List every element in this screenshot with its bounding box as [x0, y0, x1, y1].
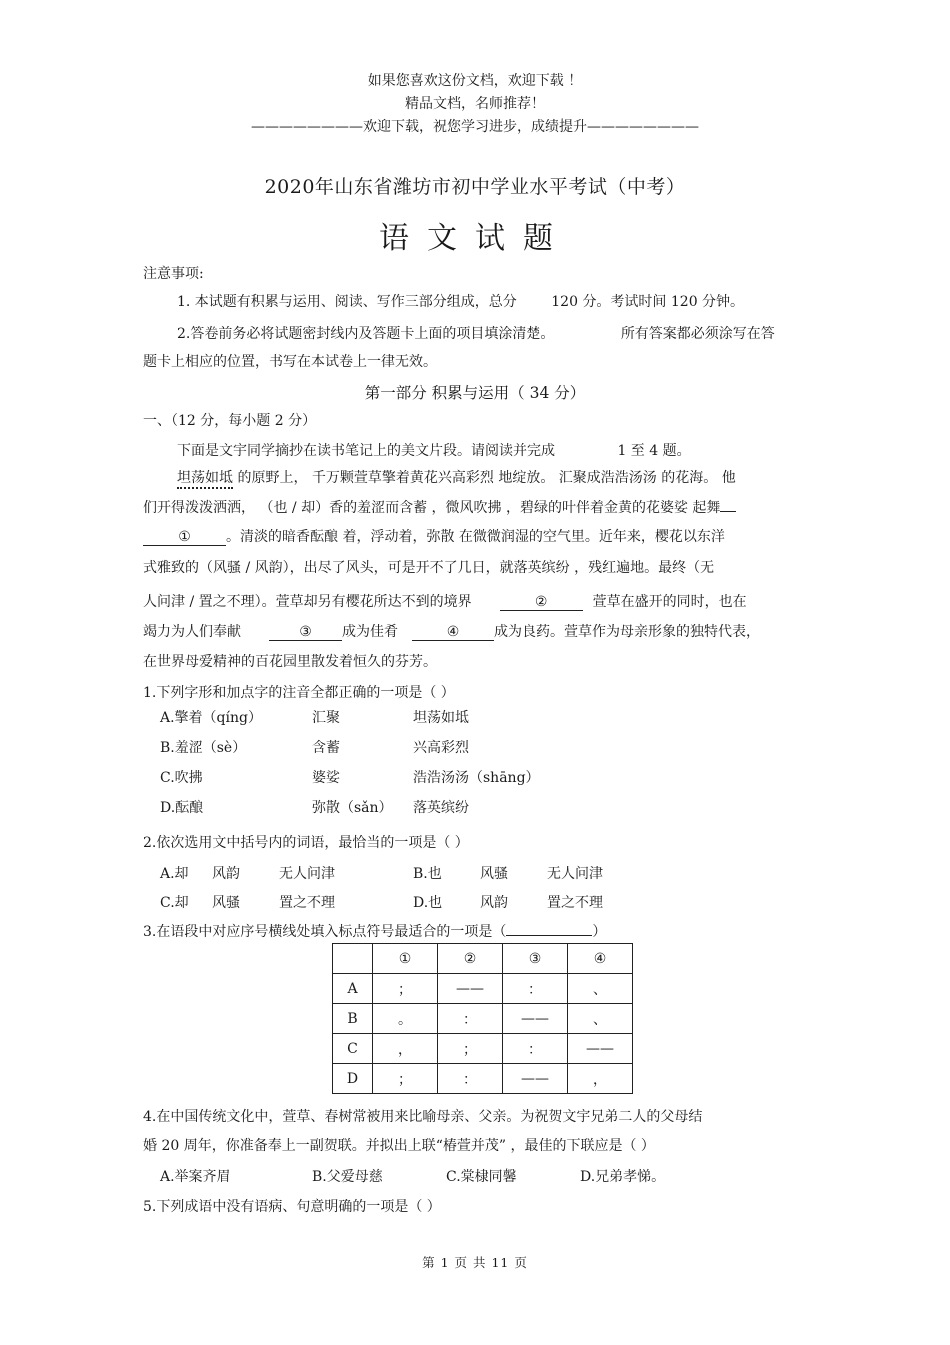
- q1-option-d-word3: 落英缤纷: [413, 800, 469, 816]
- table-cell: 、: [568, 974, 633, 1004]
- passage-intro: [177, 440, 691, 460]
- passage-intro-a: 下面是文宇同学摘抄在读书笔记上的美文片段。请阅读并完成: [177, 443, 555, 459]
- answer-blank-4: ④: [412, 624, 494, 641]
- passage-text: 。清淡的暗香酝酿: [226, 529, 338, 545]
- q1-option-d-word2: 弥散（sǎn）: [312, 800, 393, 816]
- question-4-stem-line-1: 4.在中国传统文化中，萱草、春树常被用来比喻母亲、父亲。为祝贺文宇兄弟二人的父母结: [143, 1109, 703, 1125]
- table-header-cell: ①: [373, 944, 438, 974]
- notice-item-2: [177, 323, 775, 343]
- q1-option-d-word: D.酝酿: [160, 800, 204, 816]
- exam-title: 2020年山东省潍坊市初中学业水平考试（中考）: [264, 176, 686, 198]
- passage-text: 们开得泼泼洒洒， （也 / 却）香的羞涩而含蓄: [143, 500, 428, 516]
- table-cell: ，: [568, 1064, 633, 1094]
- passage-intro-b: 1 至 4 题。: [617, 443, 691, 459]
- passage-text: 的原野上， 千万颗萱草擎着黄花兴高彩烈: [233, 470, 494, 486]
- passage-text: 人问津 / 置之不理）。萱草却另有樱花所达不到的境界: [143, 594, 472, 610]
- table-cell: [333, 944, 373, 974]
- passage-line-1: [177, 467, 736, 487]
- q2-option-c-w2: 置之不理: [279, 895, 335, 911]
- table-cell: ：: [438, 1064, 503, 1094]
- q2-option-d-w1: 风韵: [480, 895, 508, 911]
- subject-title: 语文试题: [379, 221, 571, 256]
- q2-option-a: A.却: [160, 866, 189, 882]
- passage-line-4: [143, 557, 714, 577]
- header-line-3: ————————欢迎下载，祝您学习进步，成绩提升————————: [251, 119, 699, 135]
- table-row-label: A: [333, 974, 373, 1004]
- q2-option-a-w2: 无人问津: [279, 866, 335, 882]
- answer-blank: [506, 935, 592, 936]
- question-1-stem: 1.下列字形和加点字的注音全都正确的一项是（ ）: [143, 685, 455, 701]
- table-cell: ；: [373, 1064, 438, 1094]
- table-header-cell: ③: [503, 944, 568, 974]
- notice-item-1-text-a: 1. 本试题有积累与运用、阅读、写作三部分组成，总分: [177, 294, 517, 310]
- q2-option-b: B.也: [413, 866, 442, 882]
- table-row: [333, 974, 633, 1004]
- answer-blank: [720, 511, 736, 512]
- passage-line-2: [143, 497, 736, 517]
- table-cell: 。: [373, 1004, 438, 1034]
- part1-heading: 第一部分 积累与运用（ 34 分）: [364, 384, 586, 402]
- notice-item-2-text-a: 2.答卷前务必将试题密封线内及答题卡上面的项目填涂清楚。: [177, 326, 555, 342]
- table-cell: ，: [373, 1034, 438, 1064]
- passage-text: 的花海。 他: [656, 470, 736, 486]
- table-cell: 、: [568, 1004, 633, 1034]
- page-footer: 第 1 页 共 11 页: [422, 1255, 528, 1270]
- table-row: [333, 1004, 633, 1034]
- passage-line-6: [143, 621, 760, 641]
- q4-option-b: B.父爱母慈: [312, 1169, 383, 1185]
- notice-item-1: [177, 291, 744, 311]
- header-line-2: 精品文档，名师推荐！: [405, 96, 545, 112]
- q1-option-b-word2: 含蓄: [312, 740, 340, 756]
- table-cell: ：: [503, 1034, 568, 1064]
- passage-text: 竭力为人们奉献: [143, 624, 241, 640]
- q4-option-a: A.举案齐眉: [160, 1169, 231, 1185]
- table-row-label: D: [333, 1064, 373, 1094]
- question-5-stem: 5.下列成语中没有语病、句意明确的一项是（ ）: [143, 1199, 441, 1215]
- passage-text: 起舞: [687, 500, 721, 516]
- q1-option-c-word3: 浩浩汤汤（shāng）: [413, 770, 540, 786]
- question-4-stem-line-2: 婚 20 周年，你准备奉上一副贺联。并拟出上联“椿萱并茂” ，最佳的下联应是（ ）: [143, 1138, 655, 1154]
- notice-heading: 注意事项:: [143, 266, 204, 282]
- passage-text: 在微微润湿的空气里。近年来，樱花以东洋: [454, 529, 725, 545]
- passage-text: 着，浮动着，弥散: [338, 529, 455, 545]
- passage-text: 成为良药。萱草作为母亲形象的独特代表，: [494, 624, 760, 640]
- passage-line-7: 在世界母爱精神的百花园里散发着恒久的芬芳。: [143, 654, 437, 670]
- passage-line-3: [143, 526, 725, 546]
- answer-blank-3: ③: [269, 624, 342, 641]
- passage-text: 萱草在盛开的同时，也在: [592, 594, 747, 610]
- table-cell: ：: [438, 1004, 503, 1034]
- table-cell: ——: [438, 974, 503, 1004]
- answer-blank-1: ①: [143, 529, 226, 546]
- q1-option-a-word: A.擎着（qíng）: [160, 710, 262, 726]
- question-2-stem: 2.依次选用文中括号内的词语，最恰当的一项是（ ）: [143, 835, 469, 851]
- table-header-cell: ④: [568, 944, 633, 974]
- notice-item-2-line-2: 题卡上相应的位置，书写在本试卷上一律无效。: [143, 354, 437, 370]
- table-cell: ；: [373, 974, 438, 1004]
- passage-text: 地绽放。 汇聚成浩浩汤汤: [493, 470, 657, 486]
- table-row-label: B: [333, 1004, 373, 1034]
- notice-item-2-text-b: 所有答案都必须涂写在答: [620, 326, 775, 342]
- table-row: [333, 1064, 633, 1094]
- q1-option-c-word: C.吹拂: [160, 770, 203, 786]
- q1-option-c-word2: 婆娑: [312, 770, 340, 786]
- table-cell: ；: [438, 1034, 503, 1064]
- passage-text: ，残红遍地。最终（无: [569, 560, 715, 576]
- table-row: [333, 1034, 633, 1064]
- q2-option-c-w1: 风骚: [212, 895, 240, 911]
- q2-option-b-w2: 无人问津: [547, 866, 603, 882]
- table-header-row: [333, 944, 633, 974]
- table-row-label: C: [333, 1034, 373, 1064]
- q2-option-d-w2: 置之不理: [547, 895, 603, 911]
- table-cell: ——: [503, 1064, 568, 1094]
- q2-option-c: C.却: [160, 895, 189, 911]
- dotted-word: 坦荡如坻: [177, 470, 233, 489]
- answer-blank-2: ②: [500, 594, 583, 611]
- section-1-heading: 一、（12 分，每小题 2 分）: [143, 413, 317, 429]
- q1-option-a-word2: 汇聚: [312, 710, 340, 726]
- punctuation-table: [332, 943, 633, 1094]
- table-cell: ——: [568, 1034, 633, 1064]
- q1-option-b-word3: 兴高彩烈: [413, 740, 469, 756]
- passage-text: ，微风吹拂: [427, 500, 502, 516]
- q2-option-b-w1: 风骚: [480, 866, 508, 882]
- question-3-stem-text: 3.在语段中对应序号横线处填入标点符号最适合的一项是（: [143, 924, 507, 940]
- q1-option-a-word3: 坦荡如坻: [413, 710, 469, 726]
- q4-option-c: C.棠棣同馨: [446, 1169, 517, 1185]
- q2-option-d: D.也: [413, 895, 443, 911]
- q4-option-d: D.兄弟孝悌。: [580, 1169, 666, 1185]
- question-3-stem-close: ）: [592, 924, 607, 940]
- passage-text: 成为佳肴: [342, 624, 398, 640]
- header-line-1: 如果您喜欢这份文档，欢迎下载 ！: [367, 73, 583, 89]
- table-header-cell: ②: [438, 944, 503, 974]
- passage-text: 式雅致的（风骚 / 风韵），出尽了风头，可是开不了几日，就落英缤纷: [143, 560, 570, 576]
- notice-item-1-text-b: 120 分。考试时间 120 分钟。: [551, 294, 745, 310]
- q1-option-b-word: B.羞涩（sè）: [160, 740, 247, 756]
- table-cell: ——: [503, 1004, 568, 1034]
- passage-text: ，碧绿的叶伴着金黄的花婆娑: [501, 500, 688, 516]
- passage-line-5: [143, 591, 747, 611]
- table-cell: ：: [503, 974, 568, 1004]
- q2-option-a-w1: 风韵: [212, 866, 240, 882]
- question-3-stem: [143, 921, 606, 941]
